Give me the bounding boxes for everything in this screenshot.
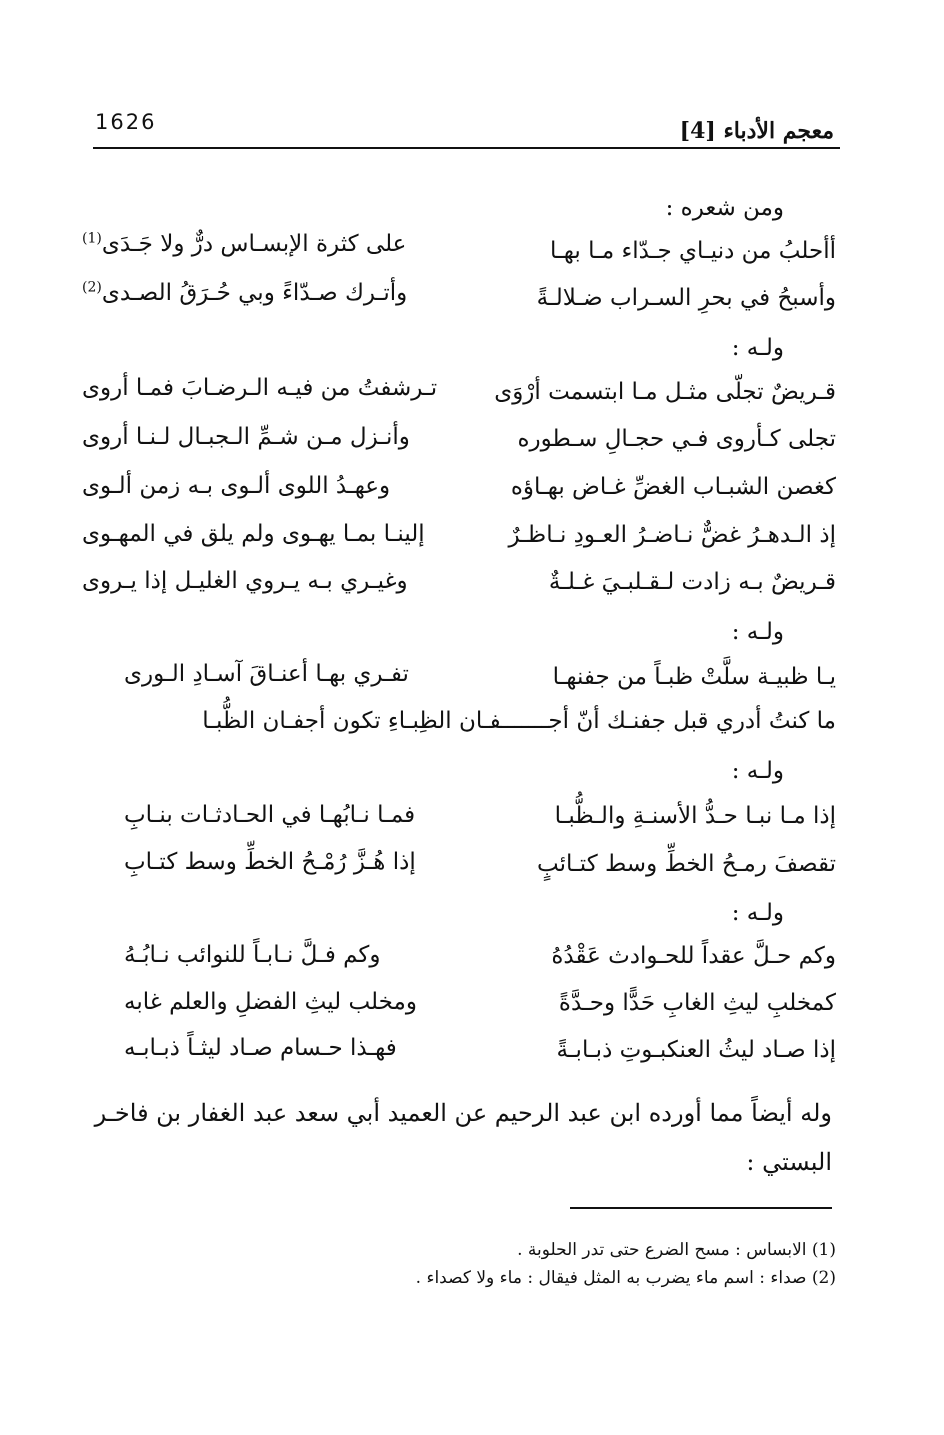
verse-first-hemistich: تقصفَ رمـحُ الخطِّ وسط كتـائبٍ: [537, 851, 836, 877]
verse-first-hemistich: تجلى كـأروى فـي حجـالِ سـطوره: [517, 426, 836, 452]
section-heading: ولـه :: [731, 758, 784, 784]
verse-second-hemistich: على كثرة الإبسـاس درٌّ ولا جَـدَى$^{(1)}$: [82, 230, 407, 257]
page-number: 1626: [95, 110, 157, 134]
verse-full-line: ما كنتُ أدري قبل جفنـك أنّ أجـــــــفـان الظِبـاءِ تكون أجفـان الظُّبـا: [202, 708, 836, 734]
verse-second-hemistich: ومخلب ليثِ الفضلِ والعلم غابه: [124, 989, 417, 1015]
verse-first-hemistich: وكم حـلَّ عقداً للحـوادث عَقْدُهُ: [551, 943, 836, 969]
section-heading: ومن شعره :: [665, 195, 784, 221]
verse-second-hemistich: وكم فـلَّ نـابـاً للنوائب نـابُـهُ: [124, 942, 381, 968]
running-header-title: معجم الأدباء [4]: [679, 118, 834, 144]
prose-line: وله أيضاً مما أورده ابن عبد الرحيم عن العميد أبي سعد عبد الغفار بن فاخـر: [94, 1099, 832, 1127]
verse-second-hemistich: إذا هُـزَّ رُمْـحُ الخطِّ وسط كتـابِ: [124, 849, 416, 875]
section-heading: ولـه :: [731, 335, 784, 361]
verse-second-hemistich: وغيـري بـه يـروي الغليـل إذا يـروى: [82, 568, 408, 594]
header-divider: [93, 147, 840, 149]
verse-first-hemistich: كمخلبِ ليثِ الغابِ حَدًّا وحـدَّةً: [558, 990, 836, 1016]
verse-first-hemistich: قـريضٌ بـه زادت لـقـلبـيَ غـلـةٌ: [548, 569, 836, 595]
verse-first-hemistich: إذا مـا نبـا حـدُّ الأسنـةِ والـظُّبـا: [554, 803, 836, 829]
verse-second-hemistich: وأنـزل مـن شـمِّ الـجبـال لـنـا أروى: [82, 424, 410, 450]
verse-first-hemistich: إذا صـاد ليثُ العنكبـوتِ ذبـابـةً: [556, 1037, 836, 1063]
footnote-divider: [570, 1207, 832, 1209]
prose-line: البستي :: [746, 1148, 832, 1176]
verse-second-hemistich: فهـذا حـسام صـاد ليثـاً ذبـابـه: [124, 1035, 397, 1061]
verse-second-hemistich: فمـا نـابُهـا في الحـادثـات بنـابِ: [124, 802, 416, 828]
verse-second-hemistich: إلينـا بمـا يهـوى ولم يلق في المهـوى: [82, 521, 425, 547]
footnote: (2) صداء : اسم ماء يضرب به المثل فيقال : ماء ولا كصداء .: [415, 1268, 836, 1288]
section-heading: ولـه :: [731, 900, 784, 926]
verse-second-hemistich: وأتـرك صـدّاءً وبي حُـرَقُ الصـدى$^{(2)}$: [82, 279, 408, 306]
footnote: (1) الابساس : مسح الضرع حتى تدر الحلوبة .: [517, 1240, 836, 1260]
footnote-marker: (2): [82, 279, 102, 296]
verse-second-hemistich: تفـري بهـا أعنـاقَ آسـادِ الـورى: [124, 661, 409, 687]
verse-first-hemistich: كغصن الشبـاب الغضِّ غـاض بهـاؤه: [510, 474, 836, 500]
verse-second-hemistich: تـرشفتُ من فيـه الـرضـابَ فمـا أروى: [82, 375, 438, 401]
verse-first-hemistich: أأحلبُ من دنيـاي جـدّاء مـا بهـا: [550, 238, 836, 264]
verse-first-hemistich: وأسبحُ في بحرِ السـراب ضـلالـةً: [536, 285, 836, 311]
verse-first-hemistich: إذ الـدهـرُ غضٌّ نـاضـرُ العـودِ نـاظـرٌ: [508, 522, 836, 548]
footnote-marker: (1): [82, 230, 102, 247]
section-heading: ولـه :: [731, 619, 784, 645]
verse-first-hemistich: يـا ظبيـة سلَّتْ ظبـاً من جفنهـا: [552, 664, 836, 690]
verse-second-hemistich: وعهـدُ اللوى ألـوى بـه زمن ألـوى: [82, 473, 391, 499]
verse-first-hemistich: قـريضٌ تجلّى مثـل مـا ابتسمت أرْوَى: [494, 379, 836, 405]
